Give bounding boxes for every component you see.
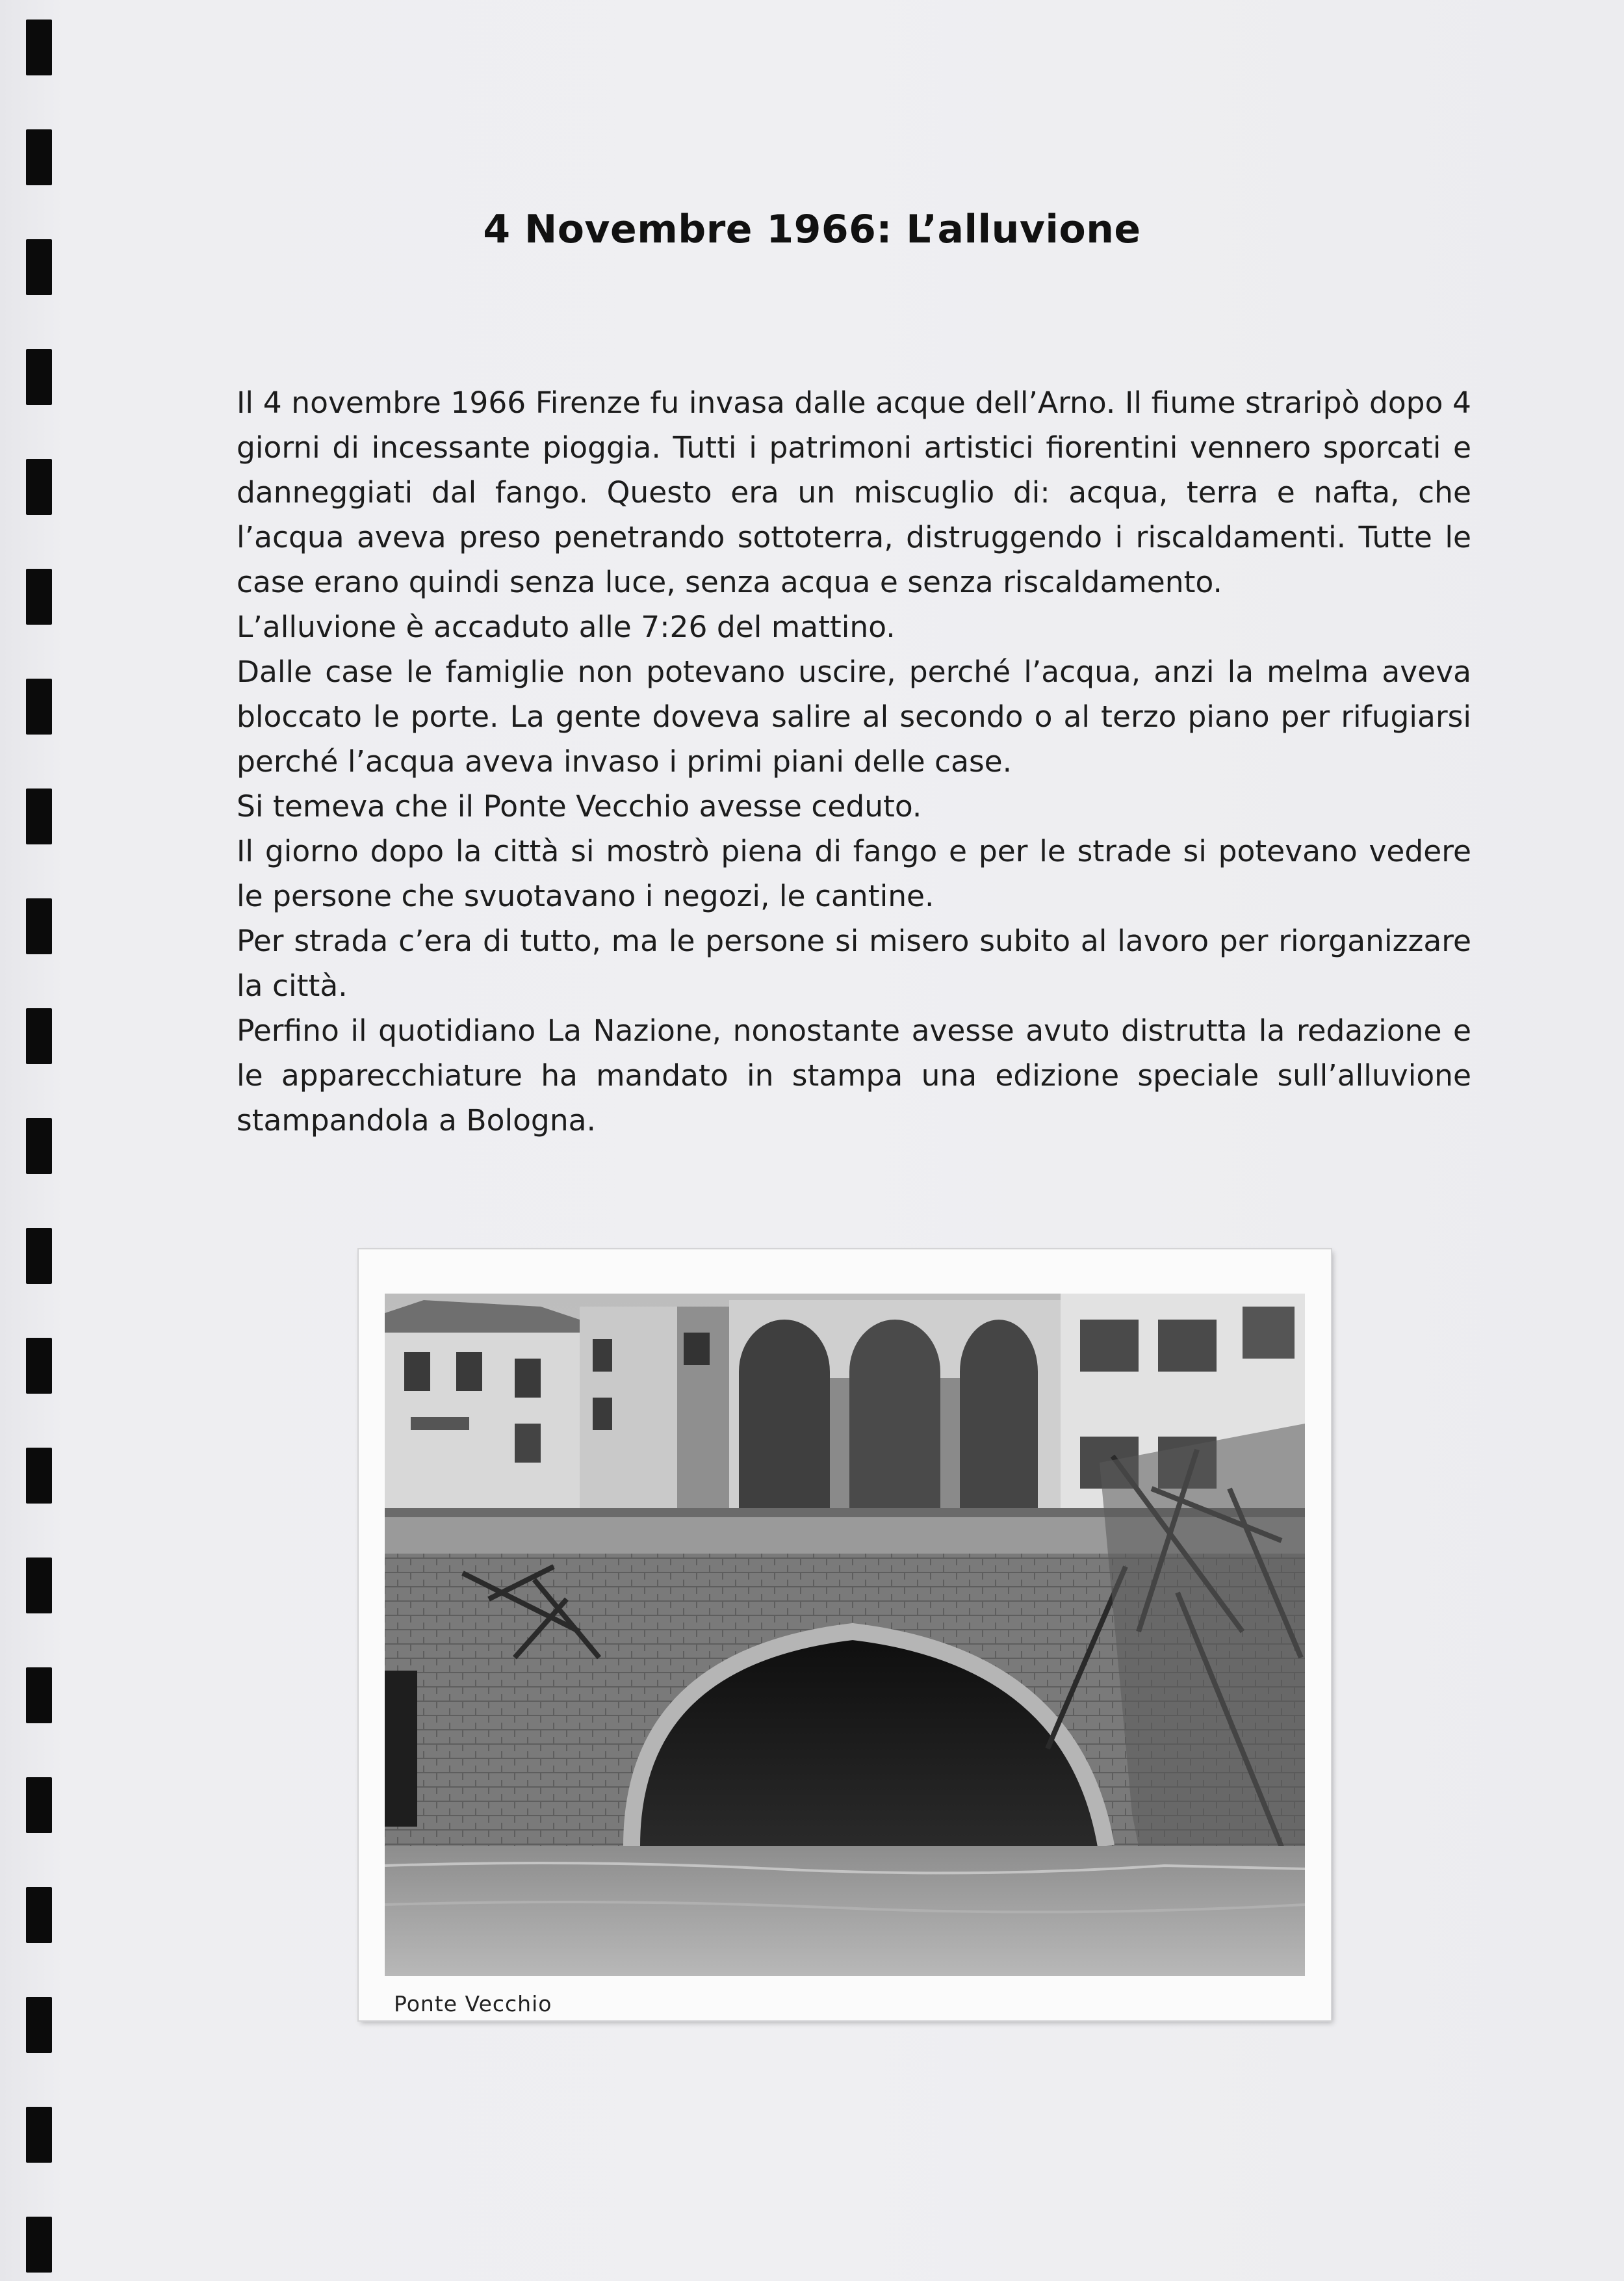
binding-hole [26,1228,52,1284]
binding-hole [26,1338,52,1394]
binding-hole [26,1558,52,1613]
ponte-vecchio-photo [385,1294,1305,1976]
binding-hole [26,1667,52,1723]
photo-caption: Ponte Vecchio [394,1991,552,2016]
binding-hole [26,1118,52,1174]
paragraph: Perfino il quotidiano La Nazione, nonostante avesse avuto distrutta la redazione e le apparecchiature ha mandato in stampa una edizione speciale sull’alluvione stampandola a Bologna. [237,1013,1471,1138]
page-title: 4 Novembre 1966: L’alluvione [483,207,1141,252]
binding-hole [26,679,52,735]
binding-hole [26,459,52,515]
binding-hole [26,898,52,954]
binding-hole [26,789,52,844]
paragraph: Il giorno dopo la città si mostrò piena di fango e per le strade si potevano vedere le persone che svuotavano i negozi, le cantine. [237,834,1471,913]
binding-hole [26,20,52,75]
binding-hole [26,2107,52,2163]
binding-hole [26,349,52,405]
binding-holes [26,0,52,2281]
binding-hole [26,569,52,625]
body-text [237,380,1471,1143]
paragraph: Si temeva che il Ponte Vecchio avesse ceduto. [237,789,922,824]
paragraph: L’alluvione è accaduto alle 7:26 del mattino. [237,610,896,644]
photo-card [359,1249,1331,2020]
binding-hole [26,1777,52,1833]
binding-hole [26,1887,52,1943]
binding-hole [26,129,52,185]
paragraph: Dalle case le famiglie non potevano uscire, perché l’acqua, anzi la melma aveva bloccato le porte. La gente doveva salire al secondo o al terzo piano per rifugiarsi perché l’acqua aveva invaso i primi piani delle case. [237,655,1471,779]
paragraph: Per strada c’era di tutto, ma le persone si misero subito al lavoro per riorganizzare la città. [237,924,1471,1003]
paragraph: Il 4 novembre 1966 Firenze fu invasa dalle acque dell’Arno. Il fiume straripò dopo 4 giorni di incessante pioggia. Tutti i patrimoni artistici fiorentini vennero sporcati e danneggiati dal fango. Questo era un miscuglio di: acqua, terra e nafta, che l’acqua aveva preso penetrando sottoterra, distruggendo i riscaldamenti. Tutte le case erano quindi senza luce, senza acqua e senza riscaldamento. [237,385,1471,599]
binding-hole [26,1448,52,1504]
binding-hole [26,1008,52,1064]
binding-hole [26,2217,52,2273]
binding-hole [26,1997,52,2053]
